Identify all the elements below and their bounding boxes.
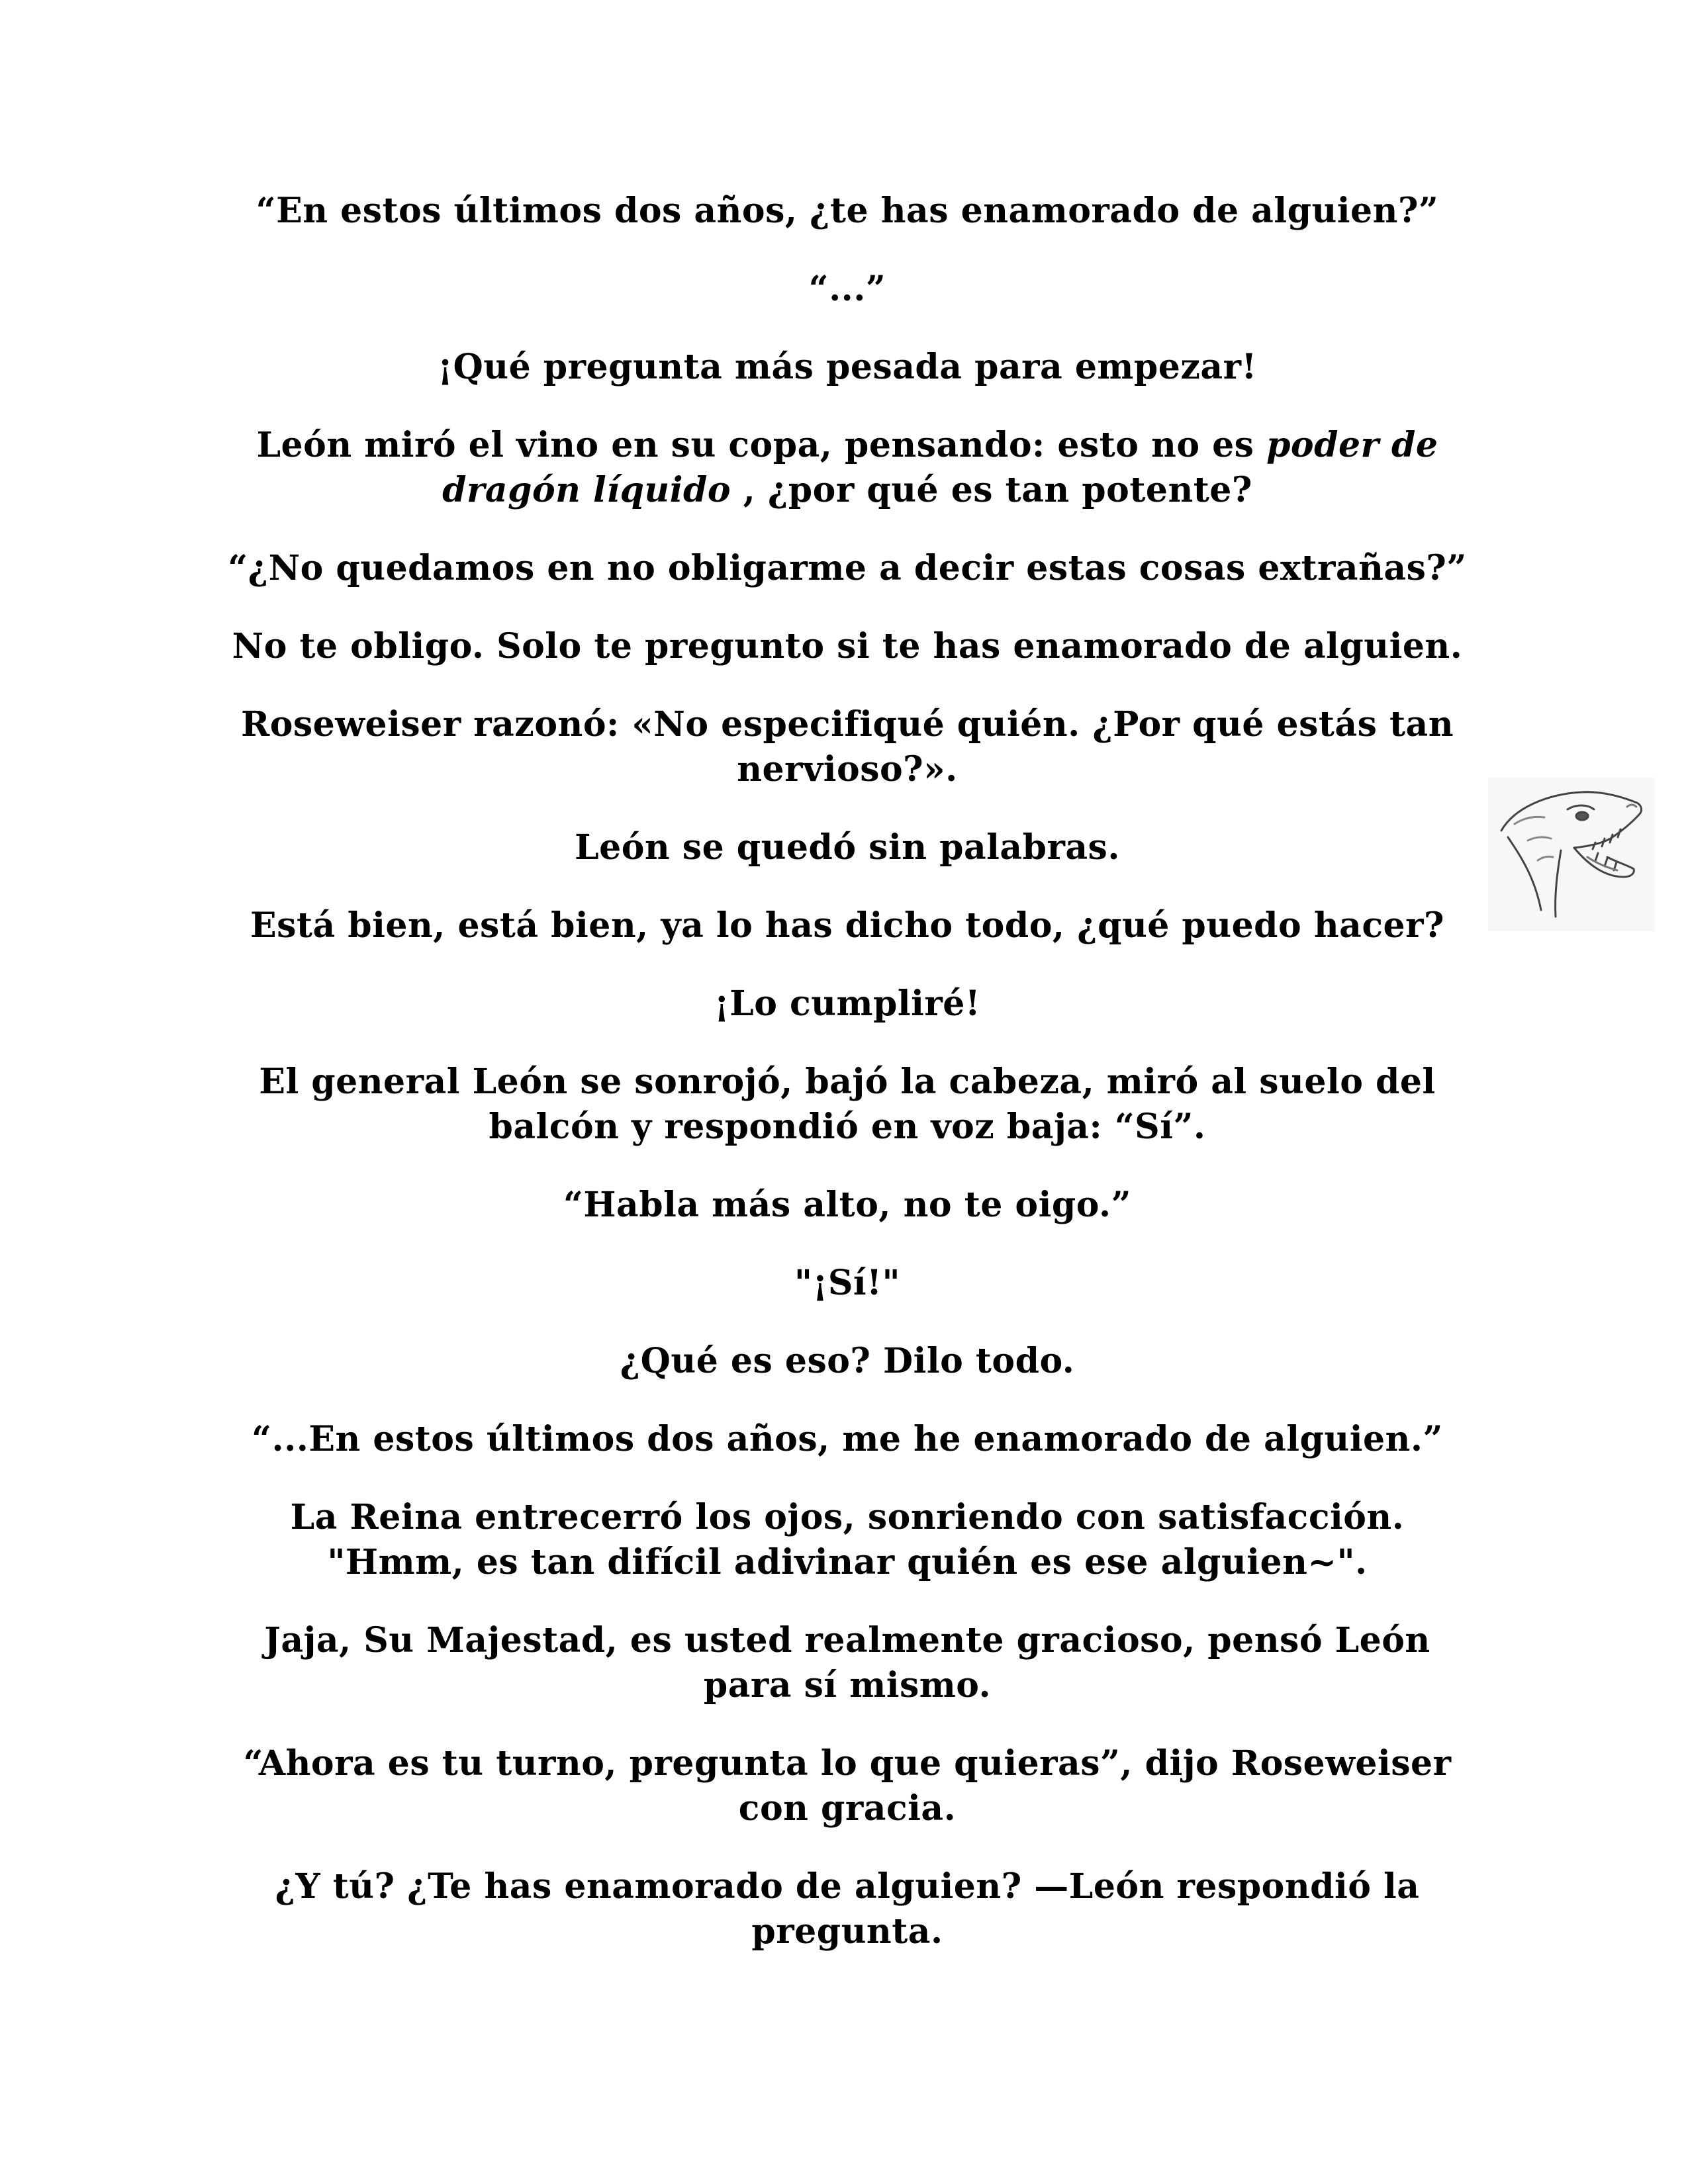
dinosaur-head-sketch-icon [1488, 778, 1655, 931]
text-line: ¿Y tú? ¿Te has enamorado de alguien? —León respondió la [275, 1866, 1420, 1907]
italic-phrase: poder de [1266, 425, 1438, 465]
paragraph-7 [225, 702, 1470, 792]
paragraph-8 [225, 825, 1470, 870]
text-line: “En estos últimos dos años, ¿te has enamorado de alguien?” [256, 191, 1439, 231]
text-line: La Reina entrecerró los ojos, sonriendo con satisfacción. [290, 1497, 1405, 1537]
text-line [225, 468, 1470, 513]
paragraph-1 [225, 189, 1470, 234]
paragraph-10 [225, 981, 1470, 1026]
text-line: Roseweiser razonó: «No especifiqué quién. ¿Por qué estás tan [240, 704, 1454, 745]
paragraph-6 [225, 624, 1470, 669]
text-line: "¡Sí!" [794, 1263, 901, 1303]
text-line: pregunta. [751, 1911, 943, 1952]
text-line [225, 423, 1470, 468]
paragraph-2 [225, 267, 1470, 312]
text-line: ¿Qué es eso? Dilo todo. [620, 1341, 1075, 1381]
paragraph-16 [225, 1495, 1470, 1585]
paragraph-9 [225, 903, 1470, 948]
text-line: “Habla más alto, no te oigo.” [563, 1185, 1131, 1225]
text-line: El general León se sonrojó, bajó la cabeza, miró al suelo del [259, 1062, 1436, 1102]
paragraph-18 [225, 1741, 1470, 1831]
text-line: ¡Qué pregunta más pesada para empezar! [438, 347, 1257, 387]
document-body [225, 189, 1470, 1987]
paragraph-14 [225, 1339, 1470, 1384]
text-line: ¡Lo cumpliré! [714, 983, 981, 1024]
text-segment: León miró el vino en su copa, pensando: esto no es [256, 425, 1267, 465]
text-line: León se quedó sin palabras. [575, 827, 1120, 868]
paragraph-11 [225, 1060, 1470, 1150]
text-line: “¿No quedamos en no obligarme a decir estas cosas extrañas?” [228, 548, 1467, 588]
dinosaur-head-drawing [1488, 778, 1655, 931]
paragraph-19 [225, 1864, 1470, 1954]
text-line: nervioso?». [737, 749, 958, 790]
text-line: para sí mismo. [703, 1665, 992, 1706]
text-line: Jaja, Su Majestad, es usted realmente gracioso, pensó León [264, 1620, 1430, 1661]
paragraph-15 [225, 1417, 1470, 1462]
text-line: No te obligo. Solo te pregunto si te has enamorado de alguien. [232, 626, 1463, 666]
italic-phrase: dragón líquido [442, 470, 731, 510]
text-line: “...En estos últimos dos años, me he enamorado de alguien.” [252, 1419, 1443, 1459]
paragraph-13 [225, 1261, 1470, 1306]
text-line: “Ahora es tu turno, pregunta lo que quieras”, dijo Roseweiser [243, 1743, 1452, 1784]
text-line: Está bien, está bien, ya lo has dicho todo, ¿qué puedo hacer? [250, 905, 1444, 946]
text-line: con gracia. [738, 1788, 957, 1829]
text-segment: , ¿por qué es tan potente? [731, 470, 1252, 510]
paragraph-12 [225, 1183, 1470, 1228]
paragraph-5 [225, 546, 1470, 591]
paragraph-3 [225, 345, 1470, 390]
text-line: balcón y respondió en voz baja: “Sí”. [489, 1107, 1206, 1147]
text-line: “...” [808, 269, 886, 309]
paragraph-4 [225, 423, 1470, 513]
text-line: "Hmm, es tan difícil adivinar quién es ese alguien~". [327, 1542, 1368, 1582]
paragraph-17 [225, 1618, 1470, 1708]
